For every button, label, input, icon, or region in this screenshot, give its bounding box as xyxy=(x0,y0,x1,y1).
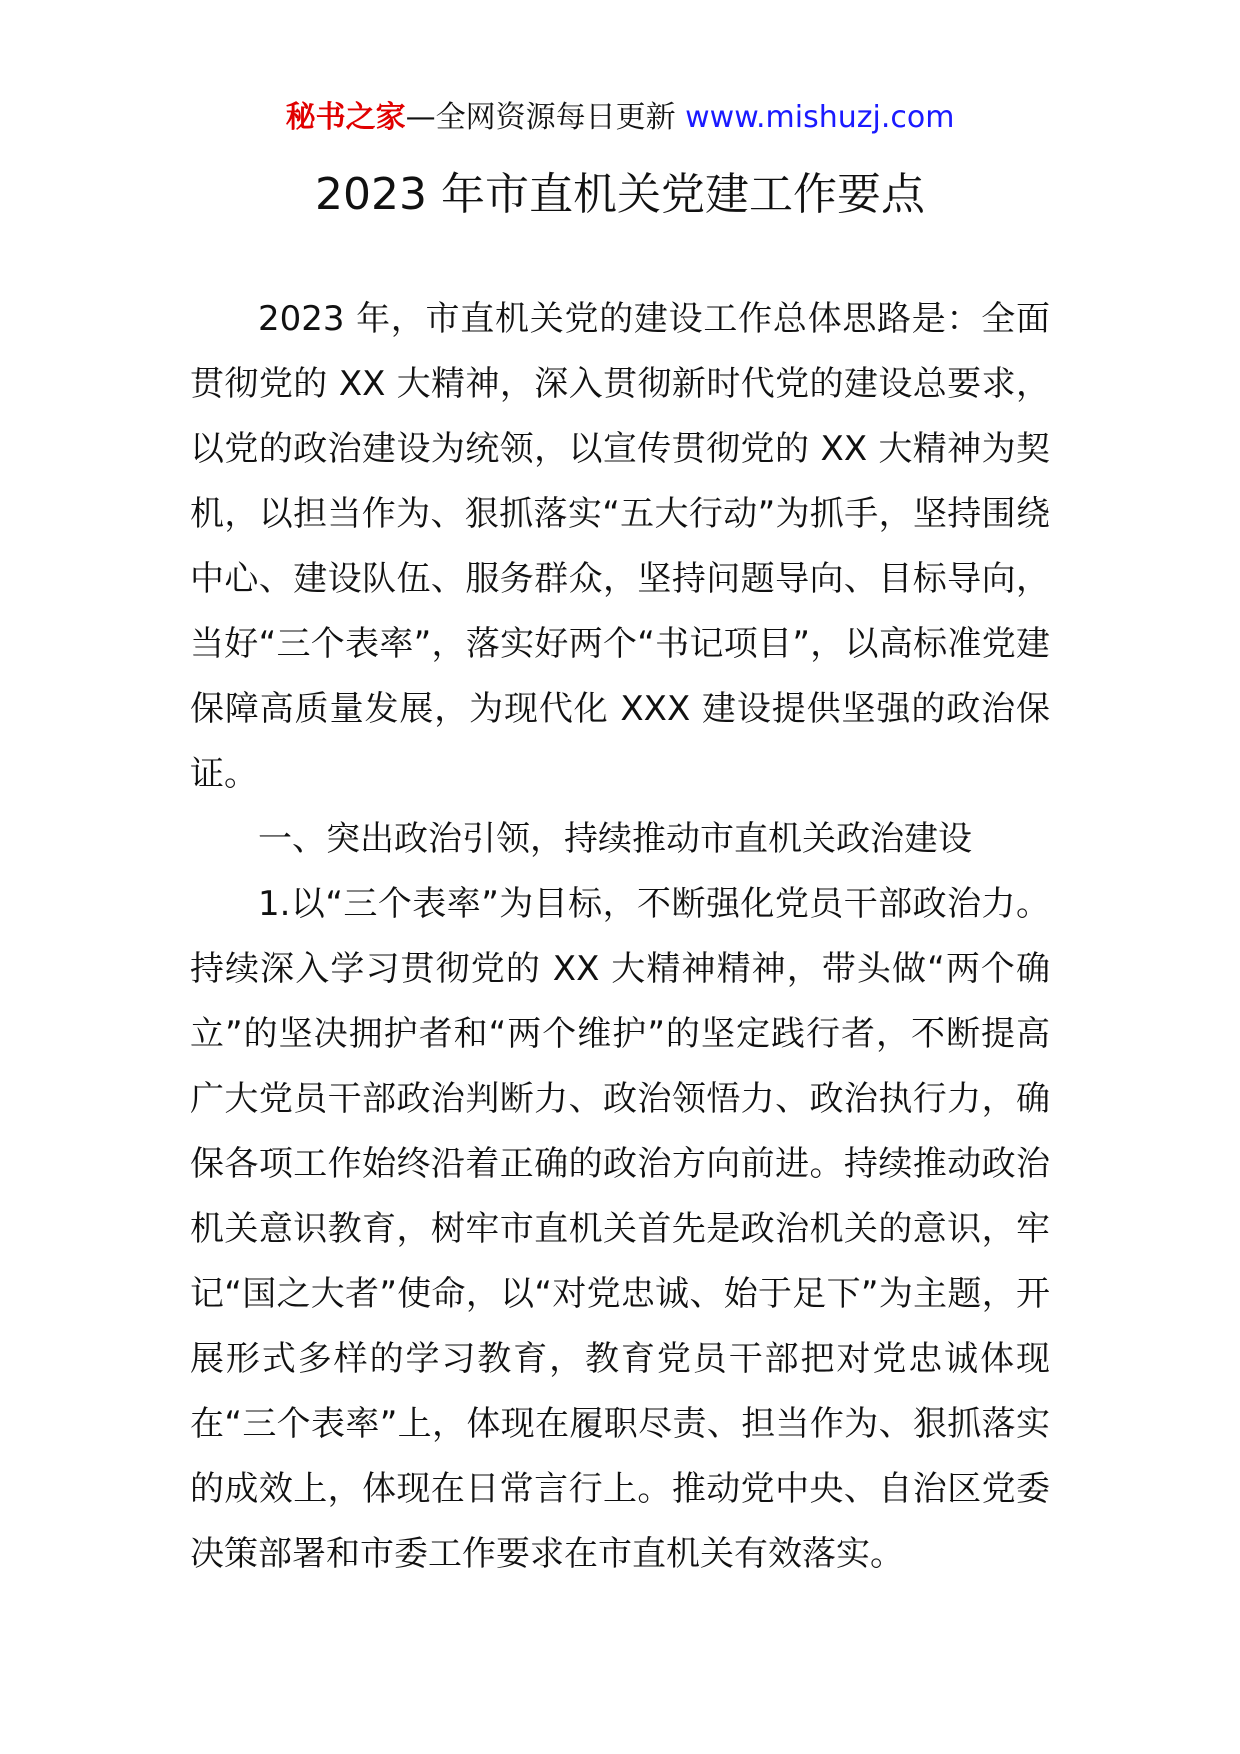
document-title: 2023 年市直机关党建工作要点 xyxy=(315,169,925,220)
intro-paragraph: 2023 年，市直机关党的建设工作总体思路是：全面贯彻党的 XX 大精神，深入贯彻新时代党的建设总要求，以党的政治建设为统领，以宣传贯彻党的 XX 大精神为契机，以担当作为、狠抓落实“五大行动”为抓手，坚持围绕中心、建设队伍、服务群众，坚持问题导向、目标导向，当好“三个表率”，落实好两个“书记项目”，以高标准党建保障高质量发展，为现代化 XXX 建设提供坚强的政治保证。 xyxy=(190,299,1050,794)
site-header xyxy=(0,98,1240,138)
header-slogan: —全网资源每日更新 xyxy=(405,100,676,135)
document-body xyxy=(190,287,1050,1587)
site-url[interactable]: www.mishuzj.com xyxy=(685,100,955,135)
brand-name: 秘书之家 xyxy=(285,100,406,135)
section-heading-1: 一、突出政治引领，持续推动市直机关政治建设 xyxy=(258,819,972,859)
item-1-paragraph: 1.以“三个表率”为目标，不断强化党员干部政治力。持续深入学习贯彻党的 XX 大精神精神，带头做“两个确立”的坚决拥护者和“两个维护”的坚定践行者，不断提高广大党员干部政治判断力、政治领悟力、政治执行力，确保各项工作始终沿着正确的政治方向前进。持续推动政治机关意识教育，树牢市直机关首先是政治机关的意识，牢记“国之大者”使命，以“对党忠诚、始于足下”为主题，开展形式多样的学习教育，教育党员干部把对党忠诚体现在“三个表率”上，体现在履职尽责、担当作为、狠抓落实的成效上，体现在日常言行上。推动党中央、自治区党委决策部署和市委工作要求在市直机关有效落实。 xyxy=(190,884,1050,1574)
